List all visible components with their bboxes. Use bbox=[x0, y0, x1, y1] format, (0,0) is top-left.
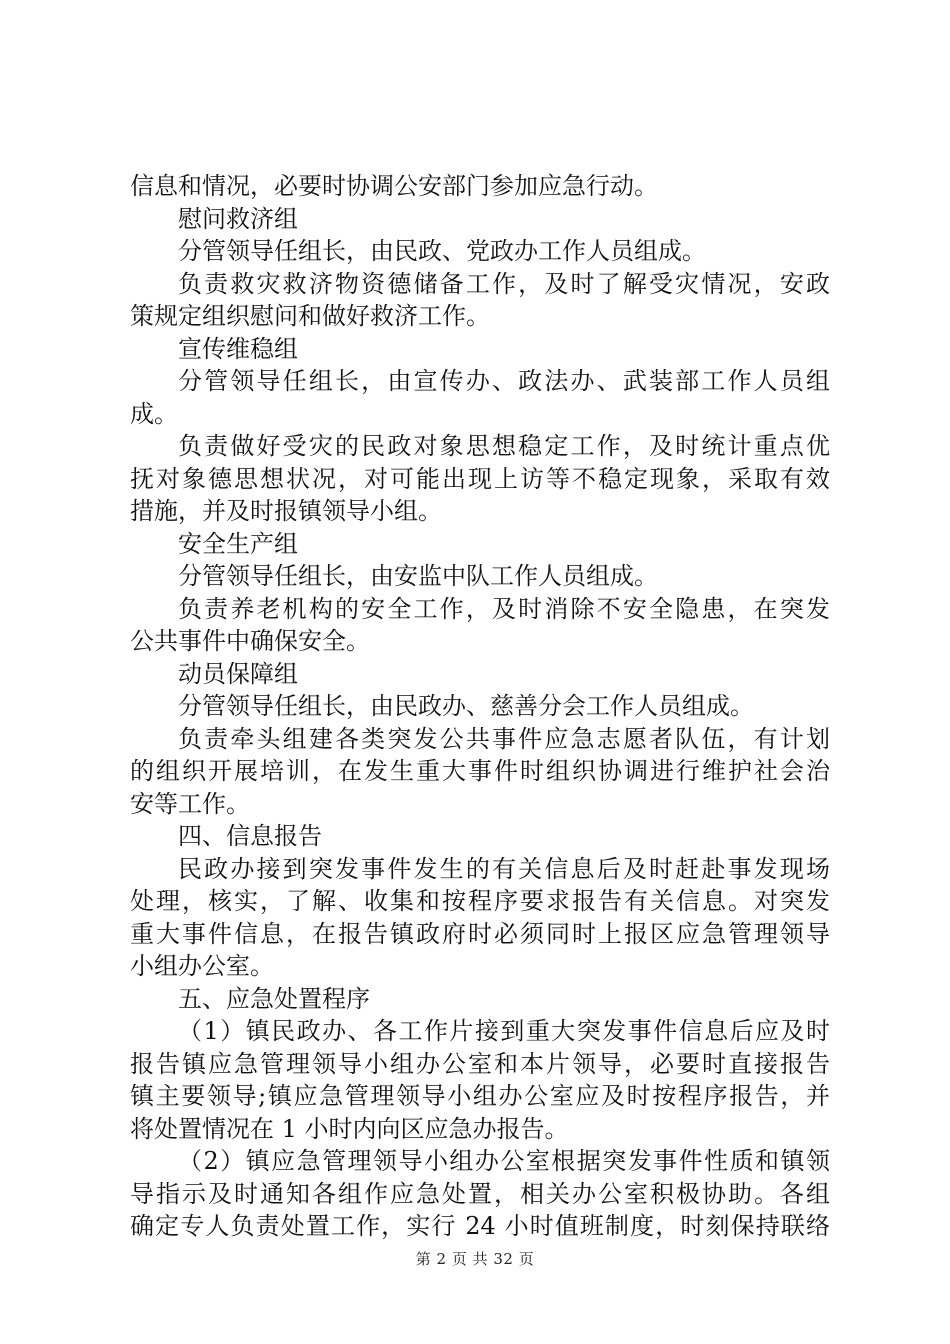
text-line: 分管领导任组长，由宣传办、政法办、武装部工作人员组 bbox=[178, 367, 830, 395]
text-line: 动员保障组 bbox=[178, 659, 298, 688]
text-line: 民政办接到突发事件发生的有关信息后及时赶赴事发现场 bbox=[178, 854, 830, 883]
page-number-text: 第 2 页 共 32 页 bbox=[415, 1250, 535, 1268]
text-line: 宣传维稳组 bbox=[178, 334, 298, 363]
text-line: 公共事件中确保安全。 bbox=[130, 627, 370, 655]
text-line: 措施，并及时报镇领导小组。 bbox=[130, 497, 442, 525]
text-line: 四、信息报告 bbox=[178, 822, 322, 850]
text-line: 五、应急处置程序 bbox=[178, 984, 370, 1013]
text-line: 小组办公室。 bbox=[130, 952, 274, 980]
text-line: 慰问救济组 bbox=[178, 204, 298, 233]
text-line: 抚对象德思想状况，对可能出现上访等不稳定现象，采取有效 bbox=[130, 464, 830, 493]
text-line: 处理，核实，了解、收集和按程序要求报告有关信息。对突发 bbox=[130, 887, 830, 915]
text-line: （2）镇应急管理领导小组办公室根据突发事件性质和镇领 bbox=[178, 1147, 830, 1175]
text-line: 报告镇应急管理领导小组办公室和本片领导，必要时直接报告 bbox=[130, 1049, 830, 1078]
text-line: 负责救灾救济物资德储备工作，及时了解受灾情况，安政 bbox=[178, 269, 830, 298]
text-line: 分管领导任组长，由安监中队工作人员组成。 bbox=[178, 562, 658, 590]
text-line: 安全生产组 bbox=[178, 529, 298, 558]
text-line: 成。 bbox=[130, 399, 178, 428]
text-line: 安等工作。 bbox=[130, 789, 250, 818]
text-line: 镇主要领导;镇应急管理领导小组办公室应及时按程序报告，并 bbox=[130, 1082, 830, 1110]
text-line: 分管领导任组长，由民政办、慈善分会工作人员组成。 bbox=[178, 692, 754, 720]
text-line: 信息和情况，必要时协调公安部门参加应急行动。 bbox=[130, 172, 658, 200]
text-line: 将处置情况在 1 小时内向区应急办报告。 bbox=[130, 1114, 569, 1143]
text-line: 负责养老机构的安全工作，及时消除不安全隐患，在突发 bbox=[178, 594, 830, 623]
text-line: 确定专人负责处置工作，实行 24 小时值班制度，时刻保持联络 bbox=[130, 1212, 830, 1240]
text-line: 重大事件信息，在报告镇政府时必须同时上报区应急管理领导 bbox=[130, 919, 830, 948]
text-line: （1）镇民政办、各工作片接到重大突发事件信息后应及时 bbox=[178, 1017, 830, 1045]
page-footer bbox=[0, 1248, 950, 1269]
text-line: 策规定组织慰问和做好救济工作。 bbox=[130, 302, 490, 330]
text-line: 分管领导任组长，由民政、党政办工作人员组成。 bbox=[178, 237, 706, 265]
text-line: 的组织开展培训，在发生重大事件时组织协调进行维护社会治 bbox=[130, 757, 830, 785]
text-line: 负责牵头组建各类突发公共事件应急志愿者队伍，有计划 bbox=[178, 724, 830, 753]
text-line: 导指示及时通知各组作应急处置，相关办公室积极协助。各组 bbox=[130, 1179, 830, 1208]
text-line: 负责做好受灾的民政对象思想稳定工作，及时统计重点优 bbox=[178, 432, 830, 460]
document-body bbox=[130, 170, 830, 1243]
